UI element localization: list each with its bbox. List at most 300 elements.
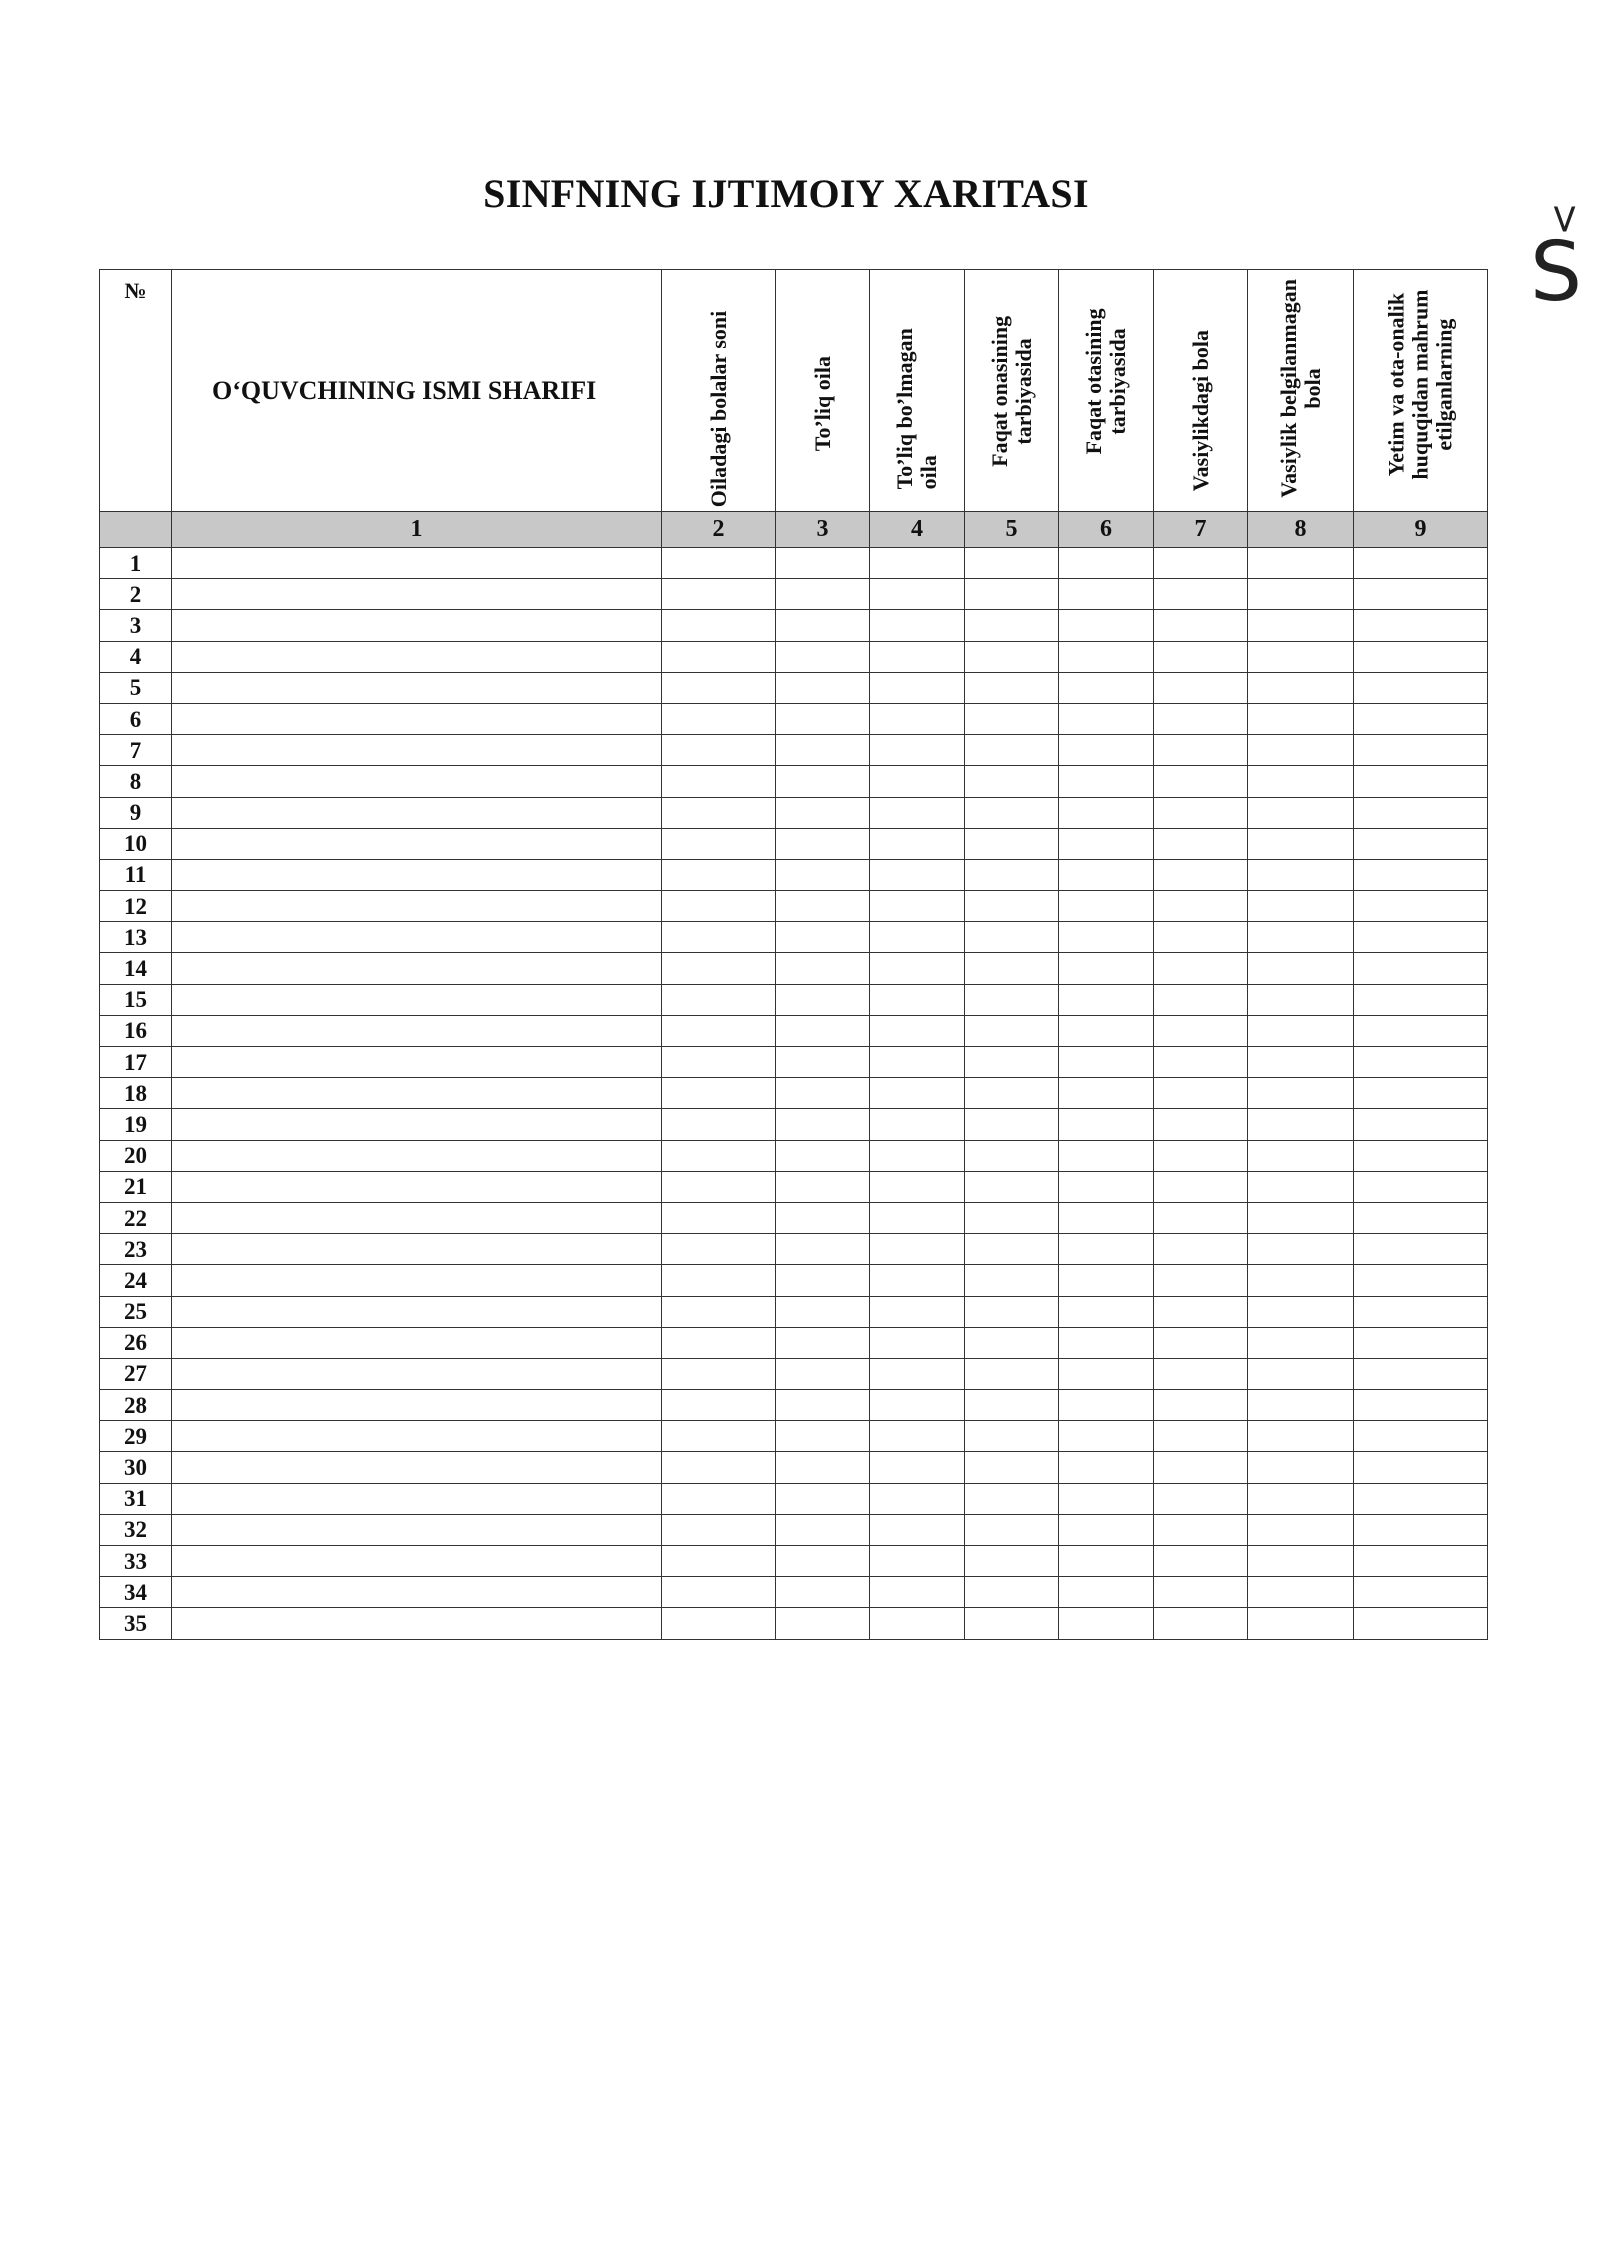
student-name-cell[interactable] <box>172 703 662 734</box>
data-cell[interactable] <box>1059 766 1154 797</box>
data-cell[interactable] <box>662 579 776 610</box>
data-cell[interactable] <box>1354 859 1488 890</box>
data-cell[interactable] <box>870 766 965 797</box>
data-cell[interactable] <box>1354 1577 1488 1608</box>
data-cell[interactable] <box>965 1514 1059 1545</box>
data-cell[interactable] <box>1154 1327 1248 1358</box>
data-cell[interactable] <box>1248 1421 1354 1452</box>
data-cell[interactable] <box>1059 1265 1154 1296</box>
data-cell[interactable] <box>1248 672 1354 703</box>
data-cell[interactable] <box>662 984 776 1015</box>
data-cell[interactable] <box>662 1358 776 1389</box>
data-cell[interactable] <box>1248 1015 1354 1046</box>
data-cell[interactable] <box>1059 1015 1154 1046</box>
data-cell[interactable] <box>776 1234 870 1265</box>
data-cell[interactable] <box>1059 548 1154 579</box>
data-cell[interactable] <box>870 1358 965 1389</box>
data-cell[interactable] <box>1354 1202 1488 1233</box>
data-cell[interactable] <box>1248 953 1354 984</box>
data-cell[interactable] <box>1354 610 1488 641</box>
data-cell[interactable] <box>1059 1577 1154 1608</box>
data-cell[interactable] <box>1248 1358 1354 1389</box>
data-cell[interactable] <box>965 1390 1059 1421</box>
data-cell[interactable] <box>1154 1421 1248 1452</box>
data-cell[interactable] <box>776 641 870 672</box>
data-cell[interactable] <box>1154 953 1248 984</box>
data-cell[interactable] <box>1059 735 1154 766</box>
data-cell[interactable] <box>1154 1483 1248 1514</box>
data-cell[interactable] <box>965 1140 1059 1171</box>
data-cell[interactable] <box>1248 1327 1354 1358</box>
data-cell[interactable] <box>662 1234 776 1265</box>
student-name-cell[interactable] <box>172 1421 662 1452</box>
data-cell[interactable] <box>776 1296 870 1327</box>
student-name-cell[interactable] <box>172 1390 662 1421</box>
data-cell[interactable] <box>662 641 776 672</box>
data-cell[interactable] <box>870 1577 965 1608</box>
student-name-cell[interactable] <box>172 984 662 1015</box>
data-cell[interactable] <box>1248 1296 1354 1327</box>
data-cell[interactable] <box>1248 579 1354 610</box>
data-cell[interactable] <box>776 579 870 610</box>
data-cell[interactable] <box>870 703 965 734</box>
data-cell[interactable] <box>776 1577 870 1608</box>
data-cell[interactable] <box>776 797 870 828</box>
data-cell[interactable] <box>1354 641 1488 672</box>
data-cell[interactable] <box>965 766 1059 797</box>
data-cell[interactable] <box>1248 922 1354 953</box>
data-cell[interactable] <box>1248 1390 1354 1421</box>
student-name-cell[interactable] <box>172 1171 662 1202</box>
student-name-cell[interactable] <box>172 1546 662 1577</box>
data-cell[interactable] <box>870 1078 965 1109</box>
data-cell[interactable] <box>662 1514 776 1545</box>
data-cell[interactable] <box>1354 1421 1488 1452</box>
data-cell[interactable] <box>870 1140 965 1171</box>
data-cell[interactable] <box>1059 859 1154 890</box>
data-cell[interactable] <box>1154 766 1248 797</box>
student-name-cell[interactable] <box>172 1234 662 1265</box>
student-name-cell[interactable] <box>172 766 662 797</box>
data-cell[interactable] <box>870 735 965 766</box>
data-cell[interactable] <box>662 1140 776 1171</box>
data-cell[interactable] <box>965 797 1059 828</box>
data-cell[interactable] <box>965 1078 1059 1109</box>
data-cell[interactable] <box>870 610 965 641</box>
data-cell[interactable] <box>1154 1265 1248 1296</box>
data-cell[interactable] <box>662 1546 776 1577</box>
data-cell[interactable] <box>1154 891 1248 922</box>
data-cell[interactable] <box>1059 1546 1154 1577</box>
data-cell[interactable] <box>662 1171 776 1202</box>
data-cell[interactable] <box>662 1296 776 1327</box>
data-cell[interactable] <box>1248 703 1354 734</box>
data-cell[interactable] <box>1354 828 1488 859</box>
data-cell[interactable] <box>1059 1421 1154 1452</box>
data-cell[interactable] <box>1354 1265 1488 1296</box>
data-cell[interactable] <box>1354 891 1488 922</box>
data-cell[interactable] <box>662 1577 776 1608</box>
data-cell[interactable] <box>870 1109 965 1140</box>
data-cell[interactable] <box>1154 1047 1248 1078</box>
data-cell[interactable] <box>1354 1171 1488 1202</box>
data-cell[interactable] <box>1154 610 1248 641</box>
data-cell[interactable] <box>1354 1015 1488 1046</box>
data-cell[interactable] <box>965 984 1059 1015</box>
data-cell[interactable] <box>662 859 776 890</box>
data-cell[interactable] <box>662 1047 776 1078</box>
data-cell[interactable] <box>1248 828 1354 859</box>
data-cell[interactable] <box>870 1390 965 1421</box>
data-cell[interactable] <box>776 891 870 922</box>
student-name-cell[interactable] <box>172 1514 662 1545</box>
data-cell[interactable] <box>965 548 1059 579</box>
data-cell[interactable] <box>1154 1171 1248 1202</box>
student-name-cell[interactable] <box>172 641 662 672</box>
data-cell[interactable] <box>1248 1483 1354 1514</box>
data-cell[interactable] <box>1154 1608 1248 1639</box>
data-cell[interactable] <box>1059 1202 1154 1233</box>
data-cell[interactable] <box>1354 1078 1488 1109</box>
data-cell[interactable] <box>1154 1015 1248 1046</box>
data-cell[interactable] <box>965 1327 1059 1358</box>
data-cell[interactable] <box>1059 797 1154 828</box>
data-cell[interactable] <box>1248 891 1354 922</box>
data-cell[interactable] <box>1059 610 1154 641</box>
data-cell[interactable] <box>1248 766 1354 797</box>
data-cell[interactable] <box>662 610 776 641</box>
student-name-cell[interactable] <box>172 1047 662 1078</box>
data-cell[interactable] <box>1354 1514 1488 1545</box>
data-cell[interactable] <box>662 1078 776 1109</box>
data-cell[interactable] <box>965 1577 1059 1608</box>
student-name-cell[interactable] <box>172 859 662 890</box>
data-cell[interactable] <box>1354 766 1488 797</box>
data-cell[interactable] <box>1354 922 1488 953</box>
data-cell[interactable] <box>870 1546 965 1577</box>
data-cell[interactable] <box>1154 1358 1248 1389</box>
data-cell[interactable] <box>870 1296 965 1327</box>
data-cell[interactable] <box>1059 891 1154 922</box>
data-cell[interactable] <box>1354 1234 1488 1265</box>
data-cell[interactable] <box>1248 797 1354 828</box>
student-name-cell[interactable] <box>172 610 662 641</box>
data-cell[interactable] <box>870 1483 965 1514</box>
data-cell[interactable] <box>776 1202 870 1233</box>
data-cell[interactable] <box>1154 641 1248 672</box>
data-cell[interactable] <box>1354 1358 1488 1389</box>
data-cell[interactable] <box>776 828 870 859</box>
student-name-cell[interactable] <box>172 1483 662 1514</box>
data-cell[interactable] <box>1059 672 1154 703</box>
data-cell[interactable] <box>662 766 776 797</box>
data-cell[interactable] <box>662 1109 776 1140</box>
data-cell[interactable] <box>965 735 1059 766</box>
data-cell[interactable] <box>1154 735 1248 766</box>
data-cell[interactable] <box>965 1483 1059 1514</box>
data-cell[interactable] <box>965 891 1059 922</box>
student-name-cell[interactable] <box>172 1358 662 1389</box>
data-cell[interactable] <box>870 1514 965 1545</box>
data-cell[interactable] <box>662 828 776 859</box>
data-cell[interactable] <box>1154 859 1248 890</box>
data-cell[interactable] <box>1248 1546 1354 1577</box>
data-cell[interactable] <box>662 735 776 766</box>
data-cell[interactable] <box>776 1608 870 1639</box>
data-cell[interactable] <box>1154 548 1248 579</box>
data-cell[interactable] <box>965 953 1059 984</box>
data-cell[interactable] <box>662 953 776 984</box>
data-cell[interactable] <box>870 1015 965 1046</box>
data-cell[interactable] <box>776 859 870 890</box>
student-name-cell[interactable] <box>172 922 662 953</box>
data-cell[interactable] <box>1154 672 1248 703</box>
data-cell[interactable] <box>965 1421 1059 1452</box>
data-cell[interactable] <box>776 1109 870 1140</box>
data-cell[interactable] <box>776 1171 870 1202</box>
student-name-cell[interactable] <box>172 1296 662 1327</box>
data-cell[interactable] <box>870 1608 965 1639</box>
data-cell[interactable] <box>776 1483 870 1514</box>
data-cell[interactable] <box>1354 984 1488 1015</box>
data-cell[interactable] <box>1354 672 1488 703</box>
data-cell[interactable] <box>965 1546 1059 1577</box>
data-cell[interactable] <box>662 703 776 734</box>
data-cell[interactable] <box>776 1265 870 1296</box>
data-cell[interactable] <box>1154 1577 1248 1608</box>
data-cell[interactable] <box>776 1358 870 1389</box>
student-name-cell[interactable] <box>172 797 662 828</box>
data-cell[interactable] <box>1354 1047 1488 1078</box>
data-cell[interactable] <box>776 1452 870 1483</box>
data-cell[interactable] <box>965 1171 1059 1202</box>
data-cell[interactable] <box>965 641 1059 672</box>
student-name-cell[interactable] <box>172 1078 662 1109</box>
data-cell[interactable] <box>1354 1608 1488 1639</box>
data-cell[interactable] <box>1059 922 1154 953</box>
student-name-cell[interactable] <box>172 1577 662 1608</box>
data-cell[interactable] <box>1248 1265 1354 1296</box>
data-cell[interactable] <box>1354 1296 1488 1327</box>
data-cell[interactable] <box>870 672 965 703</box>
data-cell[interactable] <box>776 1140 870 1171</box>
data-cell[interactable] <box>776 610 870 641</box>
data-cell[interactable] <box>776 1047 870 1078</box>
data-cell[interactable] <box>965 922 1059 953</box>
data-cell[interactable] <box>1248 735 1354 766</box>
data-cell[interactable] <box>662 1265 776 1296</box>
data-cell[interactable] <box>776 703 870 734</box>
data-cell[interactable] <box>870 1047 965 1078</box>
data-cell[interactable] <box>870 891 965 922</box>
data-cell[interactable] <box>662 797 776 828</box>
data-cell[interactable] <box>870 1452 965 1483</box>
data-cell[interactable] <box>1354 1452 1488 1483</box>
data-cell[interactable] <box>1248 610 1354 641</box>
data-cell[interactable] <box>1059 1171 1154 1202</box>
student-name-cell[interactable] <box>172 1327 662 1358</box>
data-cell[interactable] <box>662 1202 776 1233</box>
data-cell[interactable] <box>1059 1390 1154 1421</box>
data-cell[interactable] <box>1059 641 1154 672</box>
data-cell[interactable] <box>870 1421 965 1452</box>
data-cell[interactable] <box>1354 1483 1488 1514</box>
data-cell[interactable] <box>1354 735 1488 766</box>
data-cell[interactable] <box>1248 548 1354 579</box>
data-cell[interactable] <box>965 1109 1059 1140</box>
data-cell[interactable] <box>870 1234 965 1265</box>
data-cell[interactable] <box>1059 1140 1154 1171</box>
data-cell[interactable] <box>870 828 965 859</box>
data-cell[interactable] <box>1154 1452 1248 1483</box>
data-cell[interactable] <box>1059 1483 1154 1514</box>
data-cell[interactable] <box>1248 1608 1354 1639</box>
data-cell[interactable] <box>1154 1514 1248 1545</box>
data-cell[interactable] <box>662 1015 776 1046</box>
student-name-cell[interactable] <box>172 1109 662 1140</box>
data-cell[interactable] <box>776 766 870 797</box>
student-name-cell[interactable] <box>172 672 662 703</box>
data-cell[interactable] <box>1248 1514 1354 1545</box>
data-cell[interactable] <box>1059 1234 1154 1265</box>
data-cell[interactable] <box>776 735 870 766</box>
data-cell[interactable] <box>870 641 965 672</box>
data-cell[interactable] <box>1154 1234 1248 1265</box>
data-cell[interactable] <box>662 1421 776 1452</box>
data-cell[interactable] <box>776 922 870 953</box>
data-cell[interactable] <box>1154 922 1248 953</box>
data-cell[interactable] <box>1354 953 1488 984</box>
data-cell[interactable] <box>1354 1390 1488 1421</box>
data-cell[interactable] <box>1354 1140 1488 1171</box>
data-cell[interactable] <box>1248 1171 1354 1202</box>
data-cell[interactable] <box>776 1546 870 1577</box>
student-name-cell[interactable] <box>172 1608 662 1639</box>
data-cell[interactable] <box>1154 579 1248 610</box>
data-cell[interactable] <box>965 610 1059 641</box>
data-cell[interactable] <box>1248 984 1354 1015</box>
data-cell[interactable] <box>662 672 776 703</box>
data-cell[interactable] <box>1059 1296 1154 1327</box>
student-name-cell[interactable] <box>172 891 662 922</box>
data-cell[interactable] <box>1059 579 1154 610</box>
student-name-cell[interactable] <box>172 1452 662 1483</box>
data-cell[interactable] <box>1248 1047 1354 1078</box>
data-cell[interactable] <box>1354 797 1488 828</box>
data-cell[interactable] <box>662 548 776 579</box>
data-cell[interactable] <box>870 579 965 610</box>
data-cell[interactable] <box>1059 1358 1154 1389</box>
data-cell[interactable] <box>1154 1140 1248 1171</box>
data-cell[interactable] <box>776 1421 870 1452</box>
data-cell[interactable] <box>1154 1546 1248 1577</box>
data-cell[interactable] <box>662 1483 776 1514</box>
data-cell[interactable] <box>1059 828 1154 859</box>
data-cell[interactable] <box>965 672 1059 703</box>
data-cell[interactable] <box>1354 1327 1488 1358</box>
data-cell[interactable] <box>776 1514 870 1545</box>
data-cell[interactable] <box>870 1327 965 1358</box>
data-cell[interactable] <box>870 1171 965 1202</box>
data-cell[interactable] <box>1248 1202 1354 1233</box>
data-cell[interactable] <box>1354 1546 1488 1577</box>
data-cell[interactable] <box>1154 1390 1248 1421</box>
data-cell[interactable] <box>1059 984 1154 1015</box>
data-cell[interactable] <box>776 1015 870 1046</box>
data-cell[interactable] <box>1059 953 1154 984</box>
student-name-cell[interactable] <box>172 1265 662 1296</box>
student-name-cell[interactable] <box>172 1140 662 1171</box>
data-cell[interactable] <box>1354 548 1488 579</box>
data-cell[interactable] <box>662 1390 776 1421</box>
data-cell[interactable] <box>1059 1514 1154 1545</box>
data-cell[interactable] <box>1248 1109 1354 1140</box>
data-cell[interactable] <box>1059 1109 1154 1140</box>
data-cell[interactable] <box>870 953 965 984</box>
data-cell[interactable] <box>965 1608 1059 1639</box>
data-cell[interactable] <box>870 797 965 828</box>
student-name-cell[interactable] <box>172 548 662 579</box>
data-cell[interactable] <box>1354 1109 1488 1140</box>
data-cell[interactable] <box>965 828 1059 859</box>
data-cell[interactable] <box>1248 1577 1354 1608</box>
data-cell[interactable] <box>1059 1327 1154 1358</box>
data-cell[interactable] <box>965 1265 1059 1296</box>
data-cell[interactable] <box>1059 1047 1154 1078</box>
data-cell[interactable] <box>662 1608 776 1639</box>
student-name-cell[interactable] <box>172 953 662 984</box>
data-cell[interactable] <box>965 1296 1059 1327</box>
data-cell[interactable] <box>776 953 870 984</box>
data-cell[interactable] <box>965 1234 1059 1265</box>
data-cell[interactable] <box>1059 1452 1154 1483</box>
data-cell[interactable] <box>1248 859 1354 890</box>
data-cell[interactable] <box>1059 1078 1154 1109</box>
data-cell[interactable] <box>1154 703 1248 734</box>
data-cell[interactable] <box>1248 1078 1354 1109</box>
data-cell[interactable] <box>776 548 870 579</box>
data-cell[interactable] <box>870 922 965 953</box>
data-cell[interactable] <box>1154 797 1248 828</box>
data-cell[interactable] <box>662 891 776 922</box>
data-cell[interactable] <box>776 1078 870 1109</box>
data-cell[interactable] <box>1248 1234 1354 1265</box>
data-cell[interactable] <box>870 984 965 1015</box>
data-cell[interactable] <box>965 1202 1059 1233</box>
data-cell[interactable] <box>965 1452 1059 1483</box>
data-cell[interactable] <box>662 1452 776 1483</box>
data-cell[interactable] <box>1354 703 1488 734</box>
data-cell[interactable] <box>1154 984 1248 1015</box>
data-cell[interactable] <box>870 1202 965 1233</box>
data-cell[interactable] <box>662 1327 776 1358</box>
data-cell[interactable] <box>1154 1078 1248 1109</box>
data-cell[interactable] <box>1154 1109 1248 1140</box>
data-cell[interactable] <box>965 703 1059 734</box>
data-cell[interactable] <box>776 1327 870 1358</box>
data-cell[interactable] <box>965 579 1059 610</box>
data-cell[interactable] <box>1059 703 1154 734</box>
student-name-cell[interactable] <box>172 1015 662 1046</box>
data-cell[interactable] <box>870 859 965 890</box>
data-cell[interactable] <box>965 859 1059 890</box>
data-cell[interactable] <box>965 1358 1059 1389</box>
data-cell[interactable] <box>1354 579 1488 610</box>
data-cell[interactable] <box>662 922 776 953</box>
data-cell[interactable] <box>1248 1140 1354 1171</box>
student-name-cell[interactable] <box>172 828 662 859</box>
data-cell[interactable] <box>1154 1296 1248 1327</box>
